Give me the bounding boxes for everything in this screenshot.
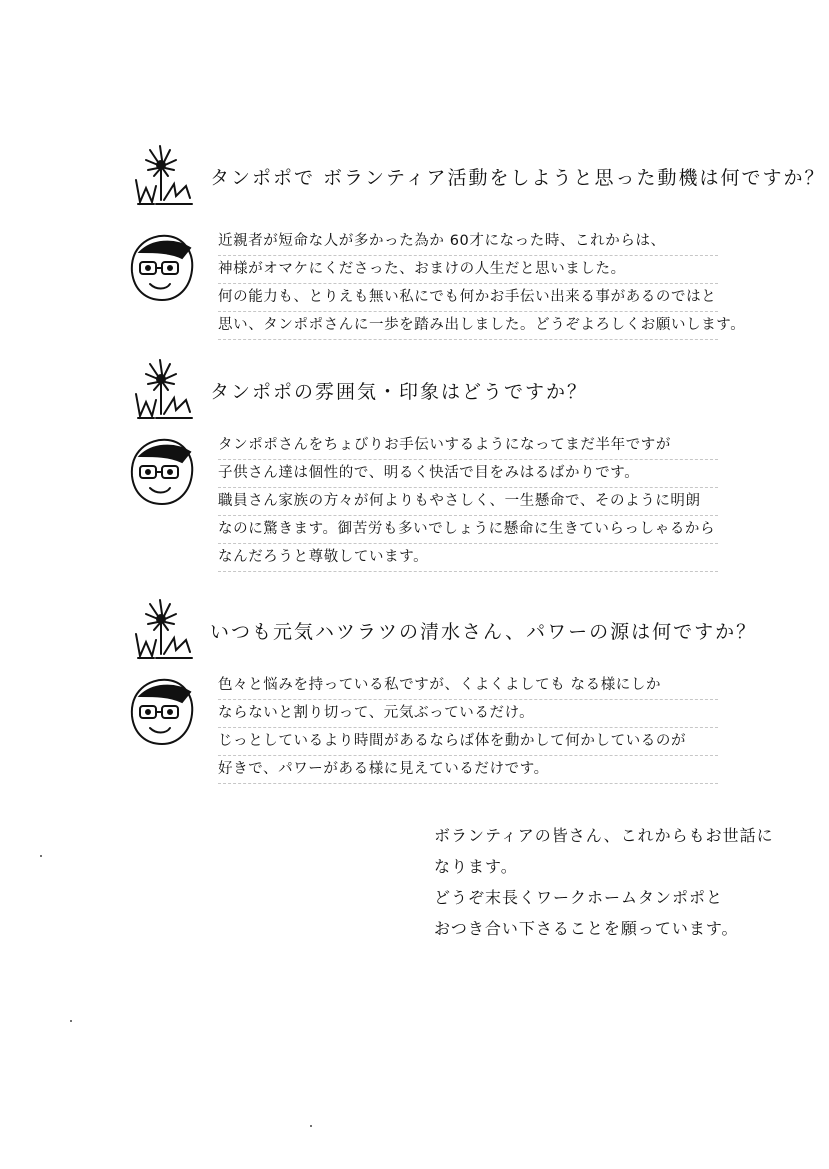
question-text: タンポポの雰囲気・印象はどうですか？ [210,380,589,403]
answer-line: 何の能力も、とりえも無い私にでも何かお手伝い出来る事があるのではと [218,284,718,312]
dandelion-icon [130,140,196,212]
question-row-1 [130,140,826,212]
answer-block-3 [126,672,716,782]
closing-line: なります。 [434,857,518,876]
question-text: いつも元気ハツラツの清水さん、パワーの源は何ですか？ [210,620,758,643]
scan-speck [40,855,42,857]
dandelion-icon [130,354,196,426]
closing-line: ボランティアの皆さん、これからもお世話に [434,826,774,845]
answer-line: 職員さん家族の方々が何よりもやさしく、一生懸命で、そのように明朗 [218,488,718,516]
answer-line: なんだろうと尊敬しています。 [218,544,718,572]
answer-line: 色々と悩みを持っている私ですが、くよくよしても なる様にしか [218,672,718,700]
closing-line: どうぞ末長くワークホームタンポポと [434,888,724,907]
answer-line: タンポポさんをちょびりお手伝いするようになってまだ半年ですが [218,432,718,460]
dandelion-icon [130,594,196,666]
face-icon [126,432,200,510]
answer-line: 神様がオマケにくださった、おまけの人生だと思いました。 [218,256,718,284]
scan-speck [70,1020,72,1022]
answer-line: ならないと割り切って、元気ぶっているだけ。 [218,700,718,728]
question-row-3 [130,594,757,666]
answer-line: 子供さん達は個性的で、明るく快活で目をみはるばかりです。 [218,460,718,488]
closing-line: おつき合い下さることを願っています。 [434,919,739,938]
question-row-2 [130,354,588,426]
answer-block-1 [126,228,746,338]
answer-line: なのに驚きます。御苦労も多いでしょうに懸命に生きていらっしゃるから [218,516,718,544]
question-text: タンポポで ボランティア活動をしようと思った動機は何ですか？ [210,166,826,189]
answer-block-2 [126,432,716,572]
answer-line: じっとしているより時間があるならば体を動かして何かしているのが [218,728,718,756]
answer-line: 思い、タンポポさんに一歩を踏み出しました。どうぞよろしくお願いします。 [218,312,718,340]
closing-message [434,820,814,944]
answer-line: 近親者が短命な人が多かった為か 60才になった時、これからは、 [218,228,718,256]
face-icon [126,672,200,750]
face-icon [126,228,200,306]
answer-line: 好きで、パワーがある様に見えているだけです。 [218,756,718,784]
scan-speck [310,1125,312,1127]
